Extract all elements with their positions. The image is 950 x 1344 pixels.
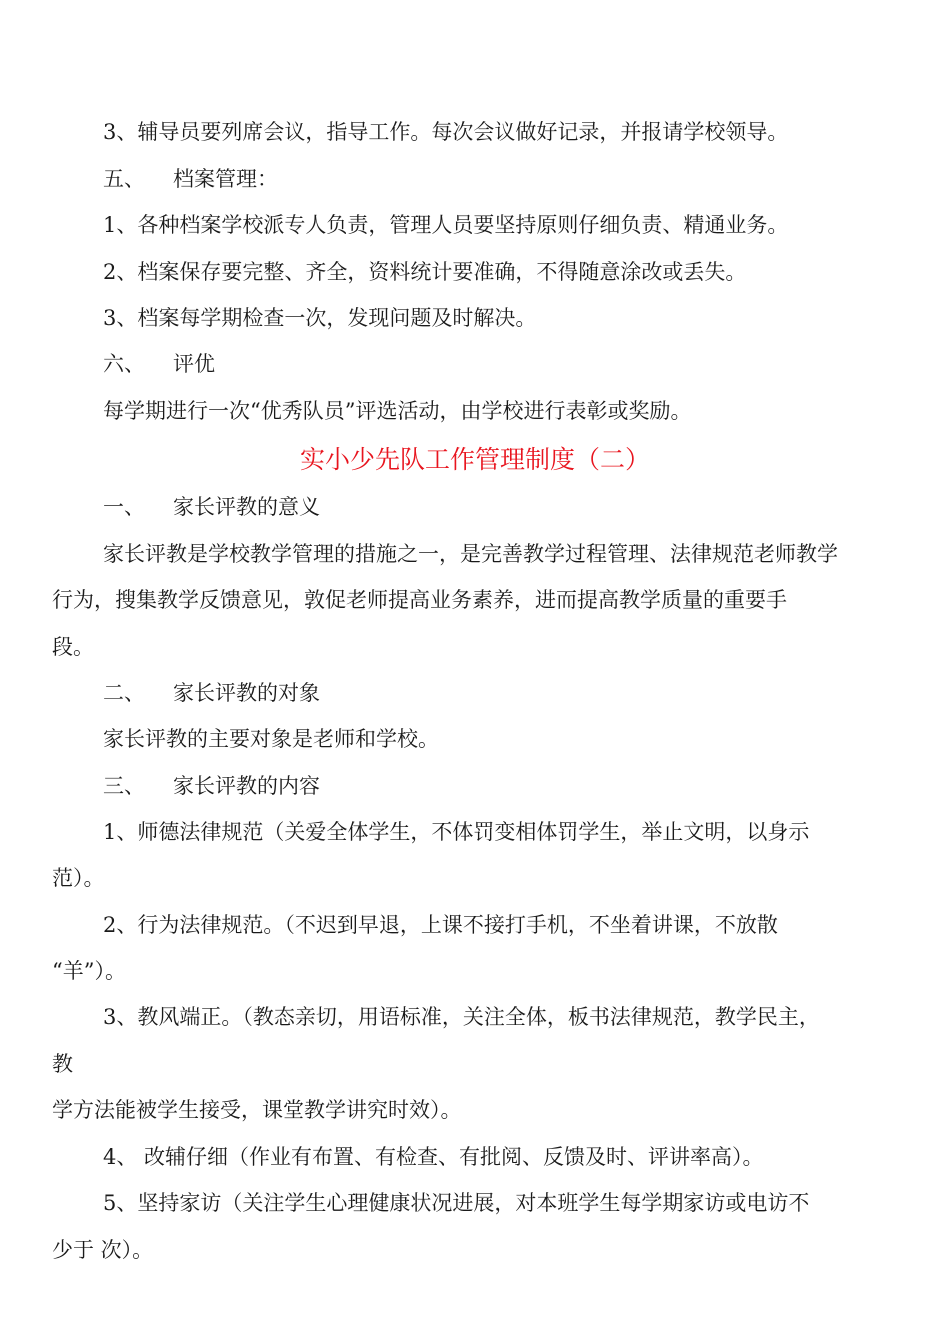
- paragraph-line: 5、坚持家访（关注学生心理健康状况进展，对本班学生每学期家访或电访不: [103, 1191, 810, 1215]
- paragraph: 家长评教的主要对象是老师和学校。: [103, 727, 439, 751]
- paragraph-line: 3、教风端正。（教态亲切，用语标准，关注全体，板书法律规范，教学民主，: [103, 1005, 820, 1029]
- document-title: 实小少先队工作管理制度（二）: [299, 445, 650, 474]
- section-title: 家长评教的意义: [173, 495, 320, 519]
- section-number: 二、: [103, 681, 145, 705]
- paragraph: 1、各种档案学校派专人负责，管理人员要坚持原则仔细负责、精通业务。: [103, 213, 789, 237]
- paragraph-line: 教: [52, 1052, 73, 1076]
- paragraph-line: 少于 次）。: [52, 1238, 154, 1262]
- paragraph-line: 段。: [52, 635, 94, 659]
- paragraph-line: 家长评教是学校教学管理的措施之一，是完善教学过程管理、法律规范老师教学: [103, 542, 838, 566]
- section-title: 家长评教的内容: [173, 774, 320, 798]
- section-number: 三、: [103, 774, 145, 798]
- paragraph-line: 1、师德法律规范（关爱全体学生，不体罚变相体罚学生，举止文明，以身示: [103, 820, 810, 844]
- paragraph: 2、档案保存要完整、齐全，资料统计要准确，不得随意涂改或丢失。: [103, 260, 747, 284]
- paragraph-line: 行为，搜集教学反馈意见，敦促老师提高业务素养，进而提高教学质量的重要手: [52, 588, 787, 612]
- section-heading: [103, 492, 320, 522]
- paragraph-line: 范）。: [52, 866, 105, 890]
- section-number: 一、: [103, 495, 145, 519]
- paragraph-line: “羊”）。: [52, 959, 126, 983]
- section-title: 评优: [173, 352, 215, 376]
- section-heading: [103, 678, 320, 708]
- section-heading: [103, 164, 278, 194]
- paragraph: 3、档案每学期检查一次，发现问题及时解决。: [103, 306, 537, 330]
- section-heading: [103, 771, 320, 801]
- paragraph-line: 4、 改辅仔细（作业有布置、有检查、有批阅、反馈及时、评讲率高）。: [103, 1145, 764, 1169]
- section-heading: [103, 349, 215, 379]
- section-title: 家长评教的对象: [173, 681, 320, 705]
- paragraph: 3、辅导员要列席会议，指导工作。每次会议做好记录，并报请学校领导。: [103, 120, 789, 144]
- section-title: 档案管理：: [173, 167, 278, 191]
- section-number: 六、: [103, 352, 145, 376]
- paragraph-line: 2、行为法律规范。（不迟到早退，上课不接打手机，不坐着讲课，不放散: [103, 913, 778, 937]
- paragraph: 每学期进行一次“优秀队员”评选活动，由学校进行表彰或奖励。: [103, 399, 692, 423]
- section-number: 五、: [103, 167, 145, 191]
- paragraph-line: 学方法能被学生接受，课堂教学讲究时效）。: [52, 1098, 462, 1122]
